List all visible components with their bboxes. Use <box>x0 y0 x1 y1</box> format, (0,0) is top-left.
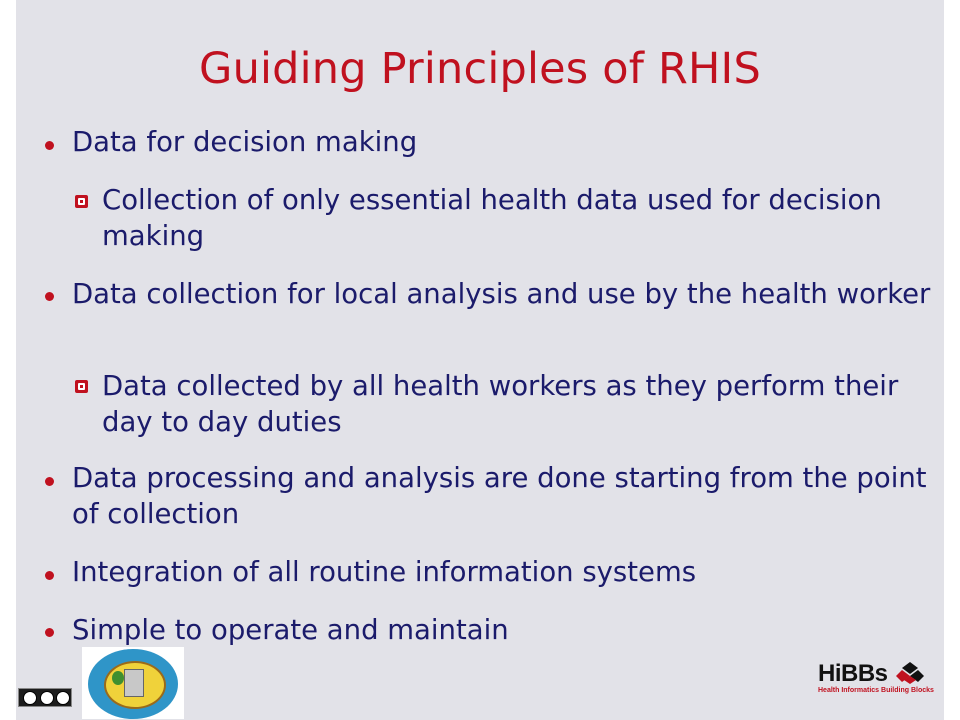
bullet-item: Data collection for local analysis and use by the health worker <box>72 278 931 310</box>
building-blocks-icon <box>896 662 924 684</box>
bullet-item: Integration of all routine information systems <box>72 556 697 588</box>
sub-bullet-item: Data collected by all health workers as they perform their day to day duties <box>102 370 899 438</box>
bullet-dot-icon <box>45 571 54 580</box>
university-seal-logo <box>82 647 184 719</box>
bullet-dot-icon <box>45 477 54 486</box>
bullet-item: Simple to operate and maintain <box>72 614 509 646</box>
bullet-square-icon <box>75 195 88 208</box>
creative-commons-license-icon[interactable] <box>18 688 72 707</box>
bullet-dot-icon <box>45 141 54 150</box>
hibbs-tagline: Health Informatics Building Blocks <box>818 687 934 694</box>
hibbs-logo-text: HiBBs <box>818 660 888 687</box>
seal-tree-icon <box>112 671 124 685</box>
slide-title: Guiding Principles of RHIS <box>199 44 761 94</box>
bullet-item: Data processing and analysis are done starting from the point of collection <box>72 462 927 530</box>
bullet-dot-icon <box>45 628 54 637</box>
hibbs-logo <box>810 660 934 700</box>
attribution-icon <box>40 691 54 705</box>
bullet-square-icon <box>75 380 88 393</box>
bullet-item: Data for decision making <box>72 126 418 158</box>
share-alike-icon <box>56 691 70 705</box>
cc-icon <box>23 691 37 705</box>
bullet-dot-icon <box>45 292 54 301</box>
sub-bullet-item: Collection of only essential health data used for decision making <box>102 184 882 252</box>
seal-tower-icon <box>124 669 144 697</box>
